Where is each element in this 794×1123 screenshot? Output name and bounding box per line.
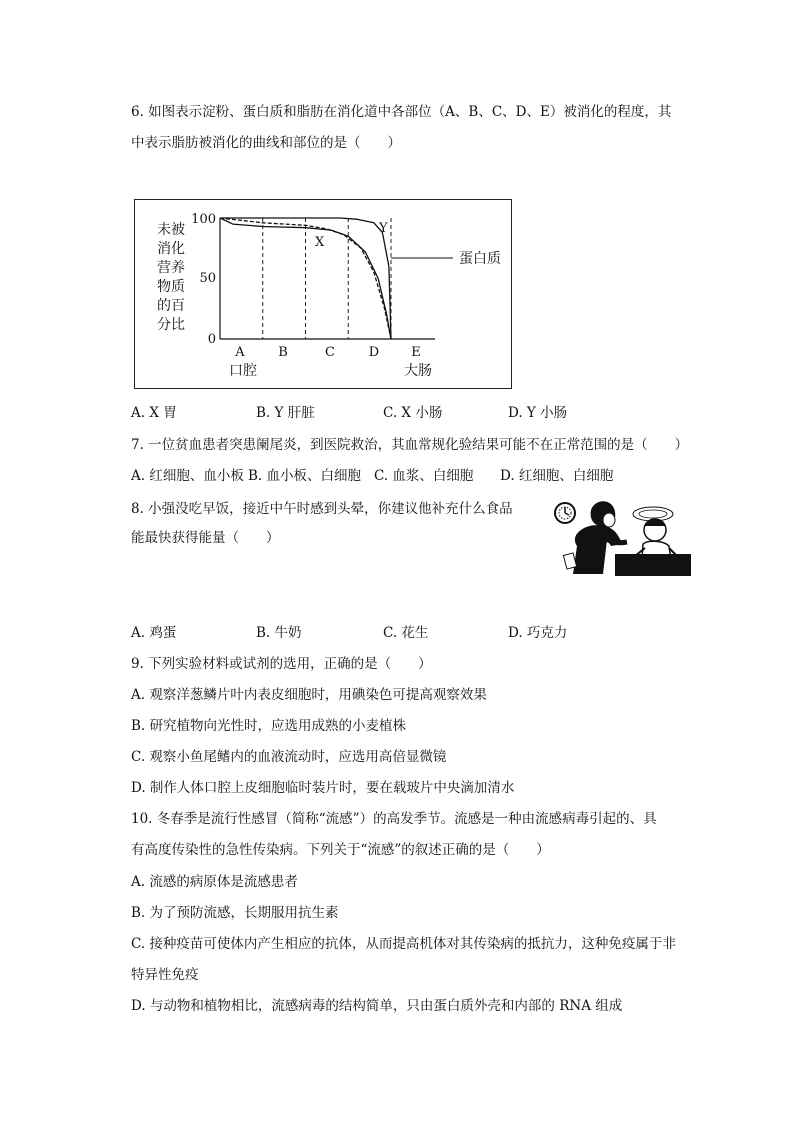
- series-line-y: [220, 218, 391, 339]
- q6-option-a[interactable]: A. X 胃: [131, 405, 177, 421]
- q8-stem-line2: 能最快获得能量（ ）: [131, 530, 280, 546]
- clock-icon: [555, 503, 575, 523]
- q7-stem: 7. 一位贫血患者突患阑尾炎，到医院救治，其血常规化验结果可能不在正常范围的是（ ）: [131, 437, 689, 453]
- q10-stem-line2: 有高度传染性的急性传染病。下列关于“流感”的叙述正确的是（ ）: [131, 842, 550, 858]
- q6-option-d[interactable]: D. Y 小肠: [508, 405, 568, 421]
- q6-stem-line1: 6. 如图表示淀粉、蛋白质和脂肪在消化道中各部位（A、B、C、D、E）被消化的程度，其: [131, 104, 672, 120]
- q7-option-a[interactable]: A. 红细胞、血小板: [131, 468, 244, 484]
- y-label-line: 的百: [157, 298, 185, 314]
- q9-stem: 9. 下列实验材料或试剂的选用，正确的是（ ）: [131, 656, 432, 672]
- q10-option-d[interactable]: D. 与动物和植物相比，流感病毒的结构简单，只由蛋白质外壳和内部的 RNA 组成: [131, 998, 623, 1014]
- q9-option-c[interactable]: C. 观察小鱼尾鳍内的血液流动时，应选用高倍显微镜: [131, 749, 447, 765]
- y-label-line: 物质: [157, 279, 185, 295]
- y-tick-0: 0: [207, 332, 216, 347]
- q8-option-a[interactable]: A. 鸡蛋: [131, 625, 177, 641]
- q8-option-c[interactable]: C. 花生: [383, 625, 429, 641]
- x-category-A: A: [235, 345, 245, 360]
- q7-option-c[interactable]: C. 血浆、白细胞: [374, 468, 474, 484]
- x-sublabel-large-intestine: 大肠: [404, 363, 432, 379]
- y-label-line: 消化: [157, 241, 185, 257]
- y-label-line: 营养: [157, 260, 185, 276]
- q6-stem-line2: 中表示脂肪被消化的曲线和部位的是（ ）: [131, 135, 401, 151]
- y-label-line: 未被: [157, 222, 185, 238]
- q7-option-b[interactable]: B. 血小板、白细胞: [248, 468, 362, 484]
- q6-option-c[interactable]: C. X 小肠: [383, 405, 443, 421]
- q10-option-a[interactable]: A. 流感的病原体是流感患者: [131, 874, 298, 890]
- y-tick-50: 50: [199, 271, 216, 286]
- q6-option-b[interactable]: B. Y 肝脏: [256, 405, 315, 421]
- x-category-E: E: [411, 345, 421, 360]
- q10-option-b[interactable]: B. 为了预防流感，长期服用抗生素: [131, 905, 339, 921]
- q8-stem-line1: 8. 小强没吃早饭，接近中午时感到头晕，你建议他补充什么食品: [131, 501, 513, 517]
- plot-area: [220, 218, 453, 339]
- q9-option-d[interactable]: D. 制作人体口腔上皮细胞临时装片时，要在载玻片中央滴加清水: [131, 780, 515, 796]
- y-axis-label: [157, 221, 185, 333]
- y-tick-100: 100: [191, 212, 216, 227]
- series-label-x: X: [315, 235, 325, 250]
- q7-option-d[interactable]: D. 红细胞、白细胞: [500, 468, 614, 484]
- x-category-B: B: [278, 345, 288, 360]
- q9-option-b[interactable]: B. 研究植物向光性时，应选用成熟的小麦植株: [131, 718, 407, 734]
- y-label-line: 分比: [157, 317, 185, 333]
- series-line-protein: [220, 218, 391, 339]
- series-line-x: [220, 218, 391, 339]
- q10-stem-line1: 10. 冬春季是流行性感冒（简称“流感”）的高发季节。流感是一种由流感病毒引起的、具: [131, 811, 657, 827]
- q10-option-c[interactable]: C. 接种疫苗可使体内产生相应的抗体，从而提高机体对其传染病的抵抗力，这种免疫属于非: [131, 936, 676, 952]
- q8-option-b[interactable]: B. 牛奶: [256, 625, 302, 641]
- x-category-D: D: [368, 345, 380, 360]
- x-category-C: C: [325, 345, 335, 360]
- q8-option-d[interactable]: D. 巧克力: [508, 625, 568, 641]
- x-sublabel-mouth: 口腔: [229, 363, 257, 379]
- q9-option-a[interactable]: A. 观察洋葱鳞片叶内表皮细胞时，用碘染色可提高观察效果: [131, 687, 487, 703]
- digestion-chart-frame: [134, 199, 512, 389]
- q10-option-c-continued: 特异性免疫: [131, 967, 199, 983]
- desk: [615, 554, 691, 576]
- series-label-y: Y: [379, 221, 388, 236]
- dizzy-student-illustration: [551, 496, 691, 578]
- protein-annotation: 蛋白质: [459, 251, 501, 267]
- digestion-chart: [135, 200, 511, 388]
